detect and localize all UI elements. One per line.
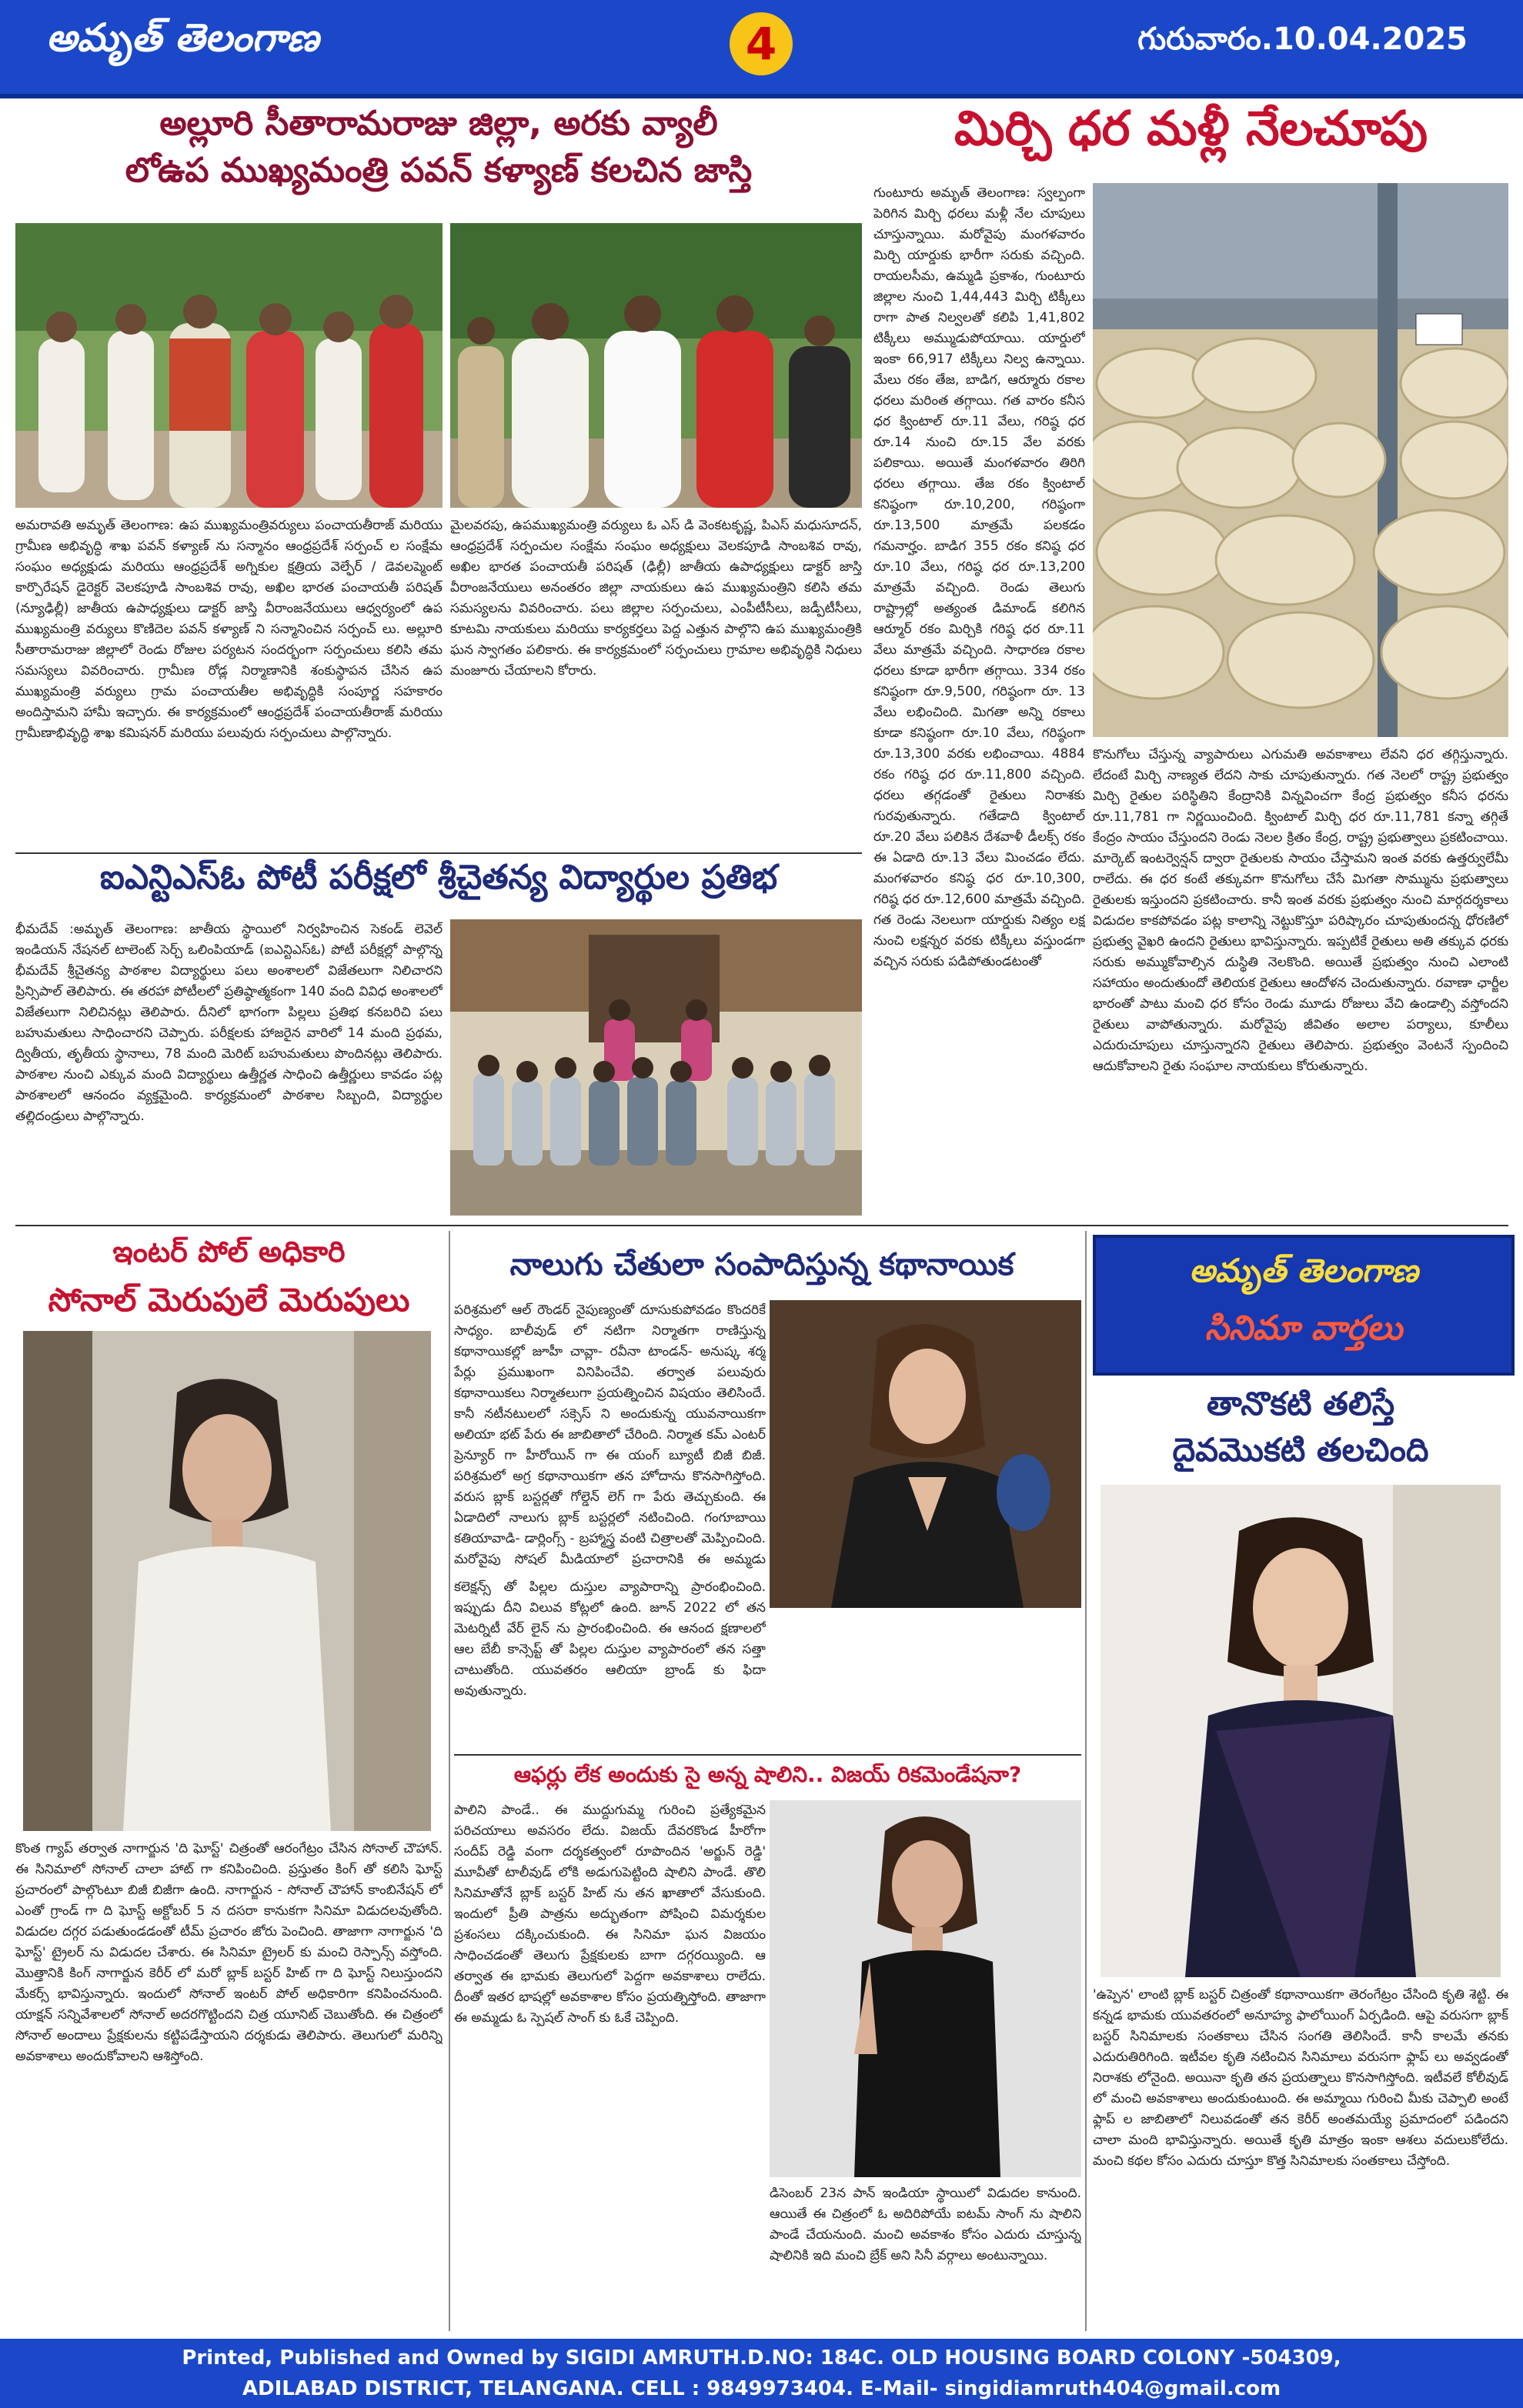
story6-photo-shalini (770, 1800, 1081, 2177)
story1-headline-line2: లోఉప ముఖ్యమంత్రి పవన్ కళ్యాణ్ కలచిన జాస్తి (125, 151, 753, 190)
story5-body-right: కలెక్షన్స్ తో పిల్లల దుస్తుల వ్యాపారాన్ని ప్రారంభించింది. ఇప్పుడు దీని విలువ కోట్లలో ఉంది. జూన్ 2022 లో తన మెటర్నిటీ వేర్ లైన్ ను ప్రారంభించింది. ఈ ఆనంద క్షణాలలో ఆల బేబీ కాన్సెప్ట్ తో పిల్లల దుస్తుల వ్యాపారంలో తన సత్తా చాటుతోంది. యువతరం ఆలియా బ్రాండ్ కు ఫిదా అవుతున్నారు. (454, 1579, 766, 1699)
cinema-banner-line1: అమృత్ తెలంగాణ (1189, 1252, 1418, 1289)
story5-body-left: పరిశ్రమలో ఆల్ రౌండర్ నైపుణ్యంతో దూసుకుపోవడం కొందరికే సాధ్యం. బాలీవుడ్ లో నటిగా నిర్మాతగా రాణిస్తున్న కథానాయికల్లో జూహీ చావ్లా- రవీనా టాండన్- అనుష్క శర్మ పేర్లు ప్రముఖంగా వినిపించేవి. తర్వాత పలువురు కథానాయికలు నిర్మాతలుగా ప్రయత్నించిన విషయం తెలిసిందే. కానీ నటీనటులలో సక్సెస్ ని అందుకున్న యువనాయికగా అలియా భట్ పేరు ఈ జాబితాలో చేరింది. నిర్మాత కమ్ ఎంటర్ ప్రెన్యూర్ గా హీరోయిన్ గా ఈ యంగ్ బ్యూటీ బిజీ బిజీ. పరిశ్రమలో అగ్ర కథానాయికగా తన హోదాను కొనసాగిస్తోంది. వరుస బ్లాక్ బస్టర్లతో గోల్డెన్ లెగ్ గా పేరు తెచ్చుకుంది. ఈ ఏడాదిలో నాలుగు బ్లాక్ బస్టర్లలో నటించింది. గంగూబాయి కతియావాడి- డార్లింగ్స్ - బ్రహ్మాస్త్ర వంటి చిత్రాలతో మెప్పించింది. మరోవైపు సోషల్ మీడియాలో ప్రచారానికి ఈ అమ్మడు (454, 1302, 766, 1567)
cinema-banner-line2: సినిమా వార్తలు (1204, 1309, 1403, 1348)
imprint-line2: ADILABAD DISTRICT, TELANGANA. CELL : 9849973404. E-Mail- singidiamruth404@gmail.com (242, 2377, 1281, 2400)
story1-body-right: మైలవరపు, ఉపముఖ్యమంత్రి వర్యులు ఓ ఎస్ డి వెంకటకృష్ణ, పిఎస్ మధుసూదన్, ఆంధ్రప్రదేశ్ సర్పంచుల సంక్షేమ సంఘం అధ్యక్షులు వెలకపూడి సాంబశివ రావు, అఖిల భారత పంచాయతీ పరిషత్ (ఢిల్లీ) జాతీయ ఉపాధ్యక్షులు డాక్టర్ జాస్తి వీరాంజనేయులు అనంతరం జిల్లా నాయకులు ఉప ముఖ్యమంత్రిని కలిసి తమ సమస్యలను వివరించారు. పలు జిల్లాల సర్పంచులు, ఎంపీటీసీలు, జడ్పీటీసీలు, కూటమి నాయకులు మరియు కార్యకర్తలు పెద్ద ఎత్తున పాల్గొని ఉప ముఖ్యమంత్రికి ఘన స్వాగతం పలికారు. ఈ కార్యక్రమంలో సర్పంచులు గ్రామాల అభివృద్ధికి నిధులు మంజూరు చేయాలని కోరారు. (450, 518, 862, 679)
imprint-line1: Printed, Published and Owned by SIGIDI AMRUTH.D.NO: 184C. OLD HOUSING BOARD COLONY -504309, (182, 2346, 1341, 2370)
story5-photo-alia (770, 1300, 1081, 1608)
story4-headline-line2: సోనాల్ మెరుపులే మెరుపులు (48, 1281, 410, 1319)
divider (15, 852, 862, 854)
story3-body: భీమదేవ్ :అమృత్ తెలంగాణ: జాతీయ స్థాయిలో నిర్వహించిన సెకండ్ లెవెల్ ఇండియన్ నేషనల్ టాలెంట్ సెర్చ్ ఒలింపియాడ్ (ఐఎన్టిఎస్ఓ) పోటీ పరీక్షల్లో పాల్గొన్న భీమదేవ్ శ్రీచైతన్య పాఠశాల విద్యార్థులు పలు అంశాలలో విజేతలుగా నిలిచారని ప్రిన్సిపాల్ తెలిపారు. ఈ తరహా పోటీలలో ప్రతిష్ఠాత్మకంగా 140 వంది వివిధ అంశాలలో విజేతలుగా నిలిచినట్లు తెలిపారు. దీనిలో భాగంగా పిల్లలు ప్రతిభ కనబరిచి పలు బహుమతులు సాధించారని చెప్పారు. పరీక్షలకు హాజరైన వారిలో 14 మంది ప్రథమ, ద్వితీయ, తృతీయ స్థానాలు, 78 మంది మెరిట్ బహుమతులు పొందినట్లు తెలిపారు. పాఠశాల నుంచి ఎక్కువ మంది విద్యార్థులు ఉత్తీర్ణత సాధించి ఉత్తీర్ణులు కావడం పట్ల పాఠశాలలో ఆనందం వ్యక్తమైంది. కార్యక్రమంలో పాఠశాల సిబ్బంది, విద్యార్థుల తల్లిదండ్రులు పాల్గొన్నారు. (15, 922, 443, 1124)
masthead (0, 0, 1523, 98)
story6-headline: ఆఫర్లు లేక అందుకు సై అన్న షాలిని.. విజయ్ రికమెండేషనా? (513, 1762, 1022, 1787)
story3-photo (450, 919, 862, 1216)
story1-photo-right (450, 223, 862, 508)
story2-body-col1: గుంటూరు అమృత్ తెలంగాణ: స్వల్పంగా పెరిగిన మిర్చి ధరలు మళ్లీ నేల చూపులు చూస్తున్నాయి. మరోవైపు మంగళవారం మిర్చి యార్డుకు భారీగా సరుకు వచ్చింది. రాయలసీమ, ఉమ్మడి ప్రకాశం, గుంటూరు జిల్లాల నుంచి 1,44,443 మిర్చి టిక్కీలు రాగా పాత నిల్వలతో కలిపి 1,41,802 టిక్కీలు అమ్ముడుపోయాయి. యార్డులో ఇంకా 66,917 టిక్కీలు నిల్వ ఉన్నాయి. మేలు రకం తేజ, బాడిగ, ఆర్మూరు రకాల ధరలు మరింత తగ్గాయి. గత వారం కనీస ధర క్వింటాల్ రూ.11 వేలు, గరిష్ఠ ధర రూ.14 నుంచి రూ.15 వేల వరకు పలికాయి. అయితే మంగళవారం తిరిగి ధరలు తగ్గాయి. తేజ రకం క్వింటాల్ కనిష్ఠంగా రూ.10,200, గరిష్ఠంగా రూ.13,500 మాత్రమే పలకడం గమనార్హం. బాడిగ 355 రకం కనిష్ఠ ధర రూ.10 వేలు, గరిష్ఠ ధర రూ.13,200 మాత్రమే వచ్చింది. రెండు తెలుగు రాష్ట్రాల్లో అత్యంత డిమాండ్ కలిగిన ఆర్మూర్ రకం మిర్చికి గరిష్ఠ ధర రూ.11 వేలు మాత్రమే వచ్చింది. సాధారణ రకాల ధరలు కూడా భారీగా తగ్గాయి. 334 రకం కనిష్ఠంగా రూ.9,500, గరిష్ఠంగా రూ. 13 వేలు లభించింది. మిగతా అన్ని రకాలు కూడా కనిష్ఠంగా రూ.10 వేలు, గరిష్ఠంగా రూ.13,300 వరకు లభించాయి. 4884 రకం గరిష్ఠ ధర రూ.11,800 వచ్చింది. ధరలు తగ్గడంతో రైతులు నిరాశకు గురవుతున్నారు. గతేడాది క్వింటాల్ రూ.20 వేలు పలికిన దేశవాళీ డీలక్స్ రకం ఈ ఏడాది రూ.13 వేలు మించడం లేదు. మంగళవారం కనిష్ఠ ధర రూ.10,300, గరిష్ఠ ధర రూ.12,600 మాత్రమే వచ్చింది. గత రెండు నెలలుగా యార్డుకు నిత్యం లక్ష నుంచి లక్షన్నర వరకు టిక్కీలు వస్తుండగా వచ్చిన సరుకు పడిపోతుండటంతో (873, 185, 1085, 969)
newspaper-brand: అమృత్ తెలంగాణ (46, 15, 319, 60)
issue-date: గురువారం.10.04.2025 (1137, 22, 1468, 57)
page-number: 4 (730, 12, 793, 75)
story2-body-col2: కొనుగోలు చేస్తున్న వ్యాపారులు ఎగుమతి అవకాశాలు లేవని ధర తగ్గిస్తున్నారు. లేదంటే మిర్చి నాణ్యత లేదని సాకు చూపుతున్నారు. గత నెలలో రాష్ట్ర ప్రభుత్వం మిర్చి రైతుల పరిస్థితిని కేంద్రానికి విన్నవించగా కేంద్ర ప్రభుత్వం కనీస ధరను రూ.11,781 గా నిర్ణయించింది. క్వింటాల్ మిర్చి ధర రూ.11,781 కన్నా తగ్గితే కేంద్రం సాయం చేస్తుందని రెండు నెలల క్రితం కేంద్ర, రాష్ట్ర ప్రభుత్వాలు ప్రకటించాయి. మార్కెట్ ఇంటర్వెన్షన్ ద్వారా రైతులకు సాయం చేస్తామని ఇంత వరకు ఉత్తర్వులేమీ రాలేదు. ఈ ధర కంటే తక్కువగా కొనుగోలు చేసే మిగతా సొమ్మును ప్రభుత్వాలు రైతులకు ఇస్తుందని ప్రకటించారు. కానీ ఇంత వరకు ప్రభుత్వం నుంచి మార్గదర్శకాలు విడుదల కాకపోవడం పట్ల కాలాన్ని నెట్టుకొస్తూ పరిష్కారం చూపుతుందన్న ధోరణిలో ప్రభుత్వ వైఖరి ఉందని రైతులు భావిస్తున్నారు. ఇప్పటికే రైతులు అతి తక్కువ ధరకు సరుకు అమ్ముకోవాల్సిన దుస్థితి నెలకొంది. అయితే ప్రభుత్వం నుంచి ఎలాంటి సహాయం అందుతుందో తెలియక రైతులు ఆందోళన చెందుతున్నారు. రవాణా ఛార్జీల భారంతో పాటు మంచి ధర కోసం రెండు మూడు రోజులు వేచి ఉండాల్సి వస్తోందని రైతులు వాపోతున్నారు. మరోవైపు జీవితం అలాల పర్యాలు, కూలీలు ఎదురుచూపులు చూస్తున్నారని రైతులు తెలిపారు. ప్రభుత్వం వెంటనే స్పందించి ఆదుకోవాలని రైతు సంఘాల నాయకులు కోరుతున్నారు. (1093, 747, 1508, 1074)
story6-body-right: డిసెంబర్ 23న పాన్ ఇండియా స్థాయిలో విడుదల కానుంది. ఆయితే ఈ చిత్రంలో ఓ అదిరిపోయే ఐటమ్ సాంగ్ ను షాలిని పాండే చేయనుంది. మంచి అవకాశం కోసం ఎదురు చూస్తున్న షాలినికి ఇది మంచి బ్రేక్ అని సినీ వర్గాలు అంటున్నాయి. (770, 2186, 1081, 2263)
cinema-headline-line1: తానొకటి తలిస్తే (1206, 1385, 1395, 1422)
divider (1085, 1231, 1087, 2331)
divider (15, 1225, 1508, 1226)
cinema-photo-krithi (1101, 1485, 1501, 1977)
story1-photo-left (15, 223, 443, 508)
story5-headline: నాలుగు చేతులా సంపాదిస్తున్న కథానాయిక (509, 1247, 1014, 1282)
story1-headline-line1: అల్లూరి సీతారామరాజు జిల్లా, అరకు వ్యాలీ (159, 104, 718, 143)
story4-body: కొంత గ్యాప్ తర్వాత నాగార్జున 'ది ఘోస్ట్' చిత్రంతో ఆరంగేట్రం చేసిన సోనాల్ చౌహాన్. ఈ సినిమాలో సోనాల్ చాలా హాట్ గా కనిపించింది. ప్రస్తుతం కింగ్ తో కలిసి ఘోస్ట్ ప్రచారంలో పాల్గొంటూ బిజీ బిజీగా ఉంది. నాగార్జున - సోనాల్ చౌహాన్ కాంబినేషన్ లో ఎంతో గ్రాండ్ గా ది ఘోస్ట్ అక్టోబర్ 5 న దసరా కానుకగా సినిమా విడుదలవుతోంది. విడుదల దగ్గర పడుతుండడంతో టీమ్ ప్రచారం జోరు పెంచింది. తాజాగా నాగార్జున 'ది ఘోస్ట్' ట్రైలర్ ను విడుదల చేశారు. ఈ సినిమా ట్రైలర్ కు మంచి రెస్పాన్స్ వస్తోంది. మొత్తానికి కింగ్ నాగార్జున కెరీర్ లో మరో బ్లాక్ బస్టర్ హిట్ గా ది ఘోస్ట్ నిలుస్తుందని మేకర్స్ భావిస్తున్నారు. ఇందులో సోనాల్ ఇంటర్ పోల్ అధికారిగా కనిపించనుంది. యాక్షన్ సన్నివేశాలలో సోనాల్ అదరగొట్టిందని చిత్ర యూనిట్ చెబుతోంది. ఈ చిత్రంలో సోనాల్ అందాలు ప్రేక్షకులను కట్టిపడేస్తాయని దర్శకుడు తెలిపారు. తెలుగులో మరిన్ని అవకాశాలు అందుకోవాలని ఆశిస్తోంది. (15, 1841, 443, 2064)
divider (454, 1754, 1081, 1756)
imprint-footer (0, 2339, 1523, 2408)
story1-body-left: అమరావతి అమృత్ తెలంగాణ: ఉప ముఖ్యమంత్రివర్యులు పంచాయతీరాజ్ మరియు గ్రామీణ అభివృద్ధి శాఖ పవన్ కళ్యాణ్ ను సన్మానం ఆంధ్రప్రదేశ్ సర్పంచ్ ల సంక్షేమ సంఘం అధ్యక్షుడు మరియు ఆంధ్రప్రదేశ్ అగ్నికుల క్షత్రియ వెల్ఫేర్ / డెవలప్మెంట్ కార్పొరేషన్ డైరెక్టర్ వెలకపూడి సాంబశివ రావు, అఖిల భారత పంచాయతీ పరిషత్ (న్యూఢిల్లీ) జాతీయ ఉపాధ్యక్షులు డాక్టర్ జాస్తి వీరాంజనేయులు ఆధ్వర్యంలో ఉప ముఖ్యమంత్రి వర్యులు కొణిదెల పవన్ కళ్యాణ్ ని సన్మానించిన సర్పంచ్ లు. అల్లూరి సీతారామరాజు జిల్లాలో రెండు రోజుల పర్యటన సందర్భంగా సర్పంచులు కలిసి తమ సమస్యలు వివరించారు. గ్రామీణ రోడ్ల నిర్మాణానికి శంకుస్థాపన చేసిన ఉప ముఖ్యమంత్రి వర్యులు గ్రామ పంచాయతీల అభివృద్ధికి సంపూర్ణ సహకారం అందిస్తామని హామీ ఇచ్చారు. ఈ కార్యక్రమంలో ఆంధ్రప్రదేశ్ పంచాయతీరాజ్ మరియు గ్రామీణాభివృద్ధి శాఖ కమిషనర్ మరియు పలువురు సర్పంచులు పాల్గొన్నారు. (15, 518, 443, 741)
cinema-headline-line2: దైవమొకటి తలచింది (1172, 1431, 1429, 1469)
cinema-section-banner (1093, 1235, 1515, 1376)
story2-headline: మిర్చి ధర మళ్లీ నేలచూపు (954, 100, 1428, 156)
story6-body-left: పాలిని పాండే.. ఈ ముద్దుగుమ్మ గురించి ప్రత్యేకమైన పరిచయాలు అవసరం లేదు. విజయ్ దేవరకొండ హీరోగా సందీప్ రెడ్డి వంగా దర్శకత్వంలో రూపొందిన 'అర్జున్ రెడ్డి' మూవీతో టాలీవుడ్ లోకి అడుగుపెట్టింది షాలిని పాండే. తొలి సినిమాతోనే బ్లాక్ బస్టర్ హిట్ ను తన ఖాతాలో వేసుకుంది. ఇందులో ప్రీతి పాత్రను అద్భుతంగా పోషించి విమర్శకుల ప్రశంసలు దక్కించుకుంది. ఈ సినిమా ఘన విజయం సాధించడంతో తెలుగు ప్రేక్షకులకు బాగా దగ్గరయ్యింది. ఆ తర్వాత ఈ భామకు తెలుగులో పెద్దగా అవకాశాలు రాలేదు. దీంతో ఇతర భాషల్లో అవకాశాల కోసం ప్రయత్నిస్తోంది. తాజాగా ఈ అమ్మడు ఓ స్పెషల్ సాంగ్ కు ఓకే చెప్పింది. (454, 1803, 766, 2026)
cinema-body: 'ఉప్పెన' లాంటి బ్లాక్ బస్టర్ చిత్రంతో కథానాయికగా తెరంగేట్రం చేసింది కృతి శెట్టి. ఈ కన్నడ భామకు యువతరంలో అనూహ్య ఫాలోయింగ్ ఏర్పడింది. ఆపై వరుసగా బ్లాక్ బస్టర్ సినిమాలకు సంతకాలు చేసిన సంగతి తెలిసిందే. కానీ కాలమే తనకు ఎదురుతిరిగింది. ఇటీవల కృతి నటించిన సినిమాలు వరుసగా ఫ్లాప్ లు అవ్వడంతో నిరాశకు లోనైంది. అయినా కృతి తన ప్రయత్నాలు కొనసాగిస్తోంది. ఇటీవలే కోలీవుడ్ లో మంచి అవకాశాలు అందుకుంటుంది. ఈ అమ్మాయి గురించి మీకు చెప్పాలి అంటే ఫ్లాప్ ల జాబితాలో నిలువడంతో తన కెరీర్ అంతమయ్యే ప్రమాదంలో పడిందని చాలా మంది భావిస్తున్నారు. అయితే కృతి మాత్రం ఇంకా ఆశలు వదులుకోలేదు. మంచి కథల కోసం ఎదురు చూస్తూ కొత్త సినిమాలకు సంతకాలు చేస్తోంది. (1093, 1987, 1508, 2169)
story2-photo-chilli-bags (1093, 183, 1508, 737)
story4-photo-sonal (23, 1331, 431, 1831)
divider (449, 1231, 450, 2331)
story4-headline-line1: ఇంటర్ పోల్ అధికారి (112, 1235, 346, 1269)
story3-headline: ఐఎన్టిఎస్ఓ పోటీ పరీక్షలో శ్రీచైతన్య విద్యార్థుల ప్రతిభ (99, 858, 778, 897)
